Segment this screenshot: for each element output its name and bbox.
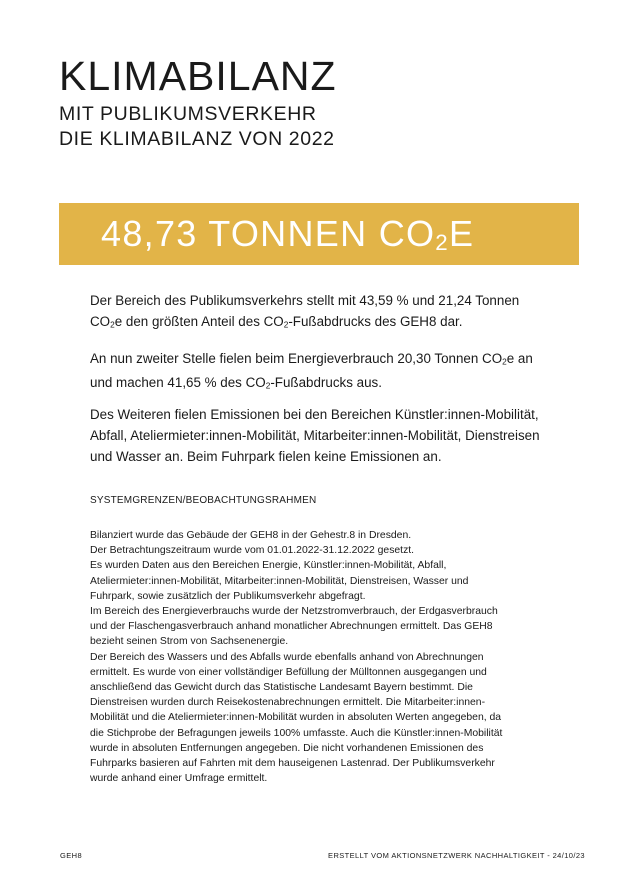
footer-credit: ERSTELLT VOM AKTIONSNETZWERK NACHHALTIGKEIT - 24/10/23 (328, 851, 585, 860)
subtitle-line-1: MIT PUBLIKUMSVERKEHR (59, 103, 317, 125)
paragraph-line: Des Weiteren fielen Emissionen bei den Bereichen Künstler:innen-Mobilität, (90, 407, 539, 422)
page-title: KLIMABILANZ (59, 53, 337, 99)
paragraph-line: Der Bereich des Publikumsverkehrs stellt mit 43,59 % und 21,24 Tonnen (90, 293, 520, 308)
detail-line: Im Bereich des Energieverbrauchs wurde der Netzstromverbrauch, der Erdgasverbrauch (90, 606, 498, 618)
paragraph-line (90, 311, 580, 335)
detail-line: Dienstreisen wurden durch Reisekostenabrechnungen ermittelt. Die Mitarbeiter:innen- (90, 697, 486, 709)
page-subtitle (59, 102, 335, 152)
section-heading: SYSTEMGRENZEN/BEOBACHTUNGSRAHMEN (90, 495, 317, 506)
text-fragment: CO (90, 314, 111, 329)
co2-total-banner (59, 203, 579, 265)
detail-line: bezieht seinen Strom von Sachsenenergie. (90, 636, 289, 648)
text-fragment: -Fußabdrucks aus. (270, 375, 382, 391)
text-fragment: e an (506, 351, 533, 366)
detail-line: wurde anhand einer Umfrage ermittelt. (90, 773, 268, 785)
detail-line: Der Bereich des Wassers und des Abfalls wurde ebenfalls anhand von Abrechnungen (90, 651, 484, 663)
co2-total-value: 48,73 TONNEN CO (101, 213, 436, 254)
detail-line: Mobilität und die Ateliermieter:innen-Mobilität wurden in absoluten Werten angegeben, da (90, 712, 502, 724)
paragraph-line: und Wasser an. Beim Fuhrpark fielen keine Emissionen an. (90, 449, 442, 464)
detail-line: Der Betrachtungszeitraum wurde vom 01.01.2022-31.12.2022 gesetzt. (90, 545, 415, 557)
paragraph-line (90, 348, 580, 372)
paragraph-energieverbrauch (90, 348, 580, 397)
detail-line: die Stichprobe der Befragungen jeweils 100% umfasste. Auch die Künstler:innen-Mobilität (90, 727, 503, 739)
section-body (90, 528, 570, 786)
paragraph-weitere-emissionen (90, 404, 580, 467)
detail-line: anschließend das Gewicht durch das Statistische Landesamt Bayern bestimmt. Die (90, 682, 473, 694)
subscript: 2 (110, 319, 115, 330)
paragraph-line: Abfall, Ateliermieter:innen-Mobilität, Mitarbeiter:innen-Mobilität, Dienstreisen (90, 428, 540, 443)
text-fragment: -Fußabdrucks des GEH8 dar. (288, 314, 463, 329)
detail-line: Fuhrpark, sowie zusätzlich der Publikumsverkehr abgefragt. (90, 590, 366, 602)
paragraph-line (90, 372, 580, 396)
subscript: 2 (283, 319, 289, 330)
co2-total-text (101, 212, 474, 265)
footer-org-name: GEH8 (60, 851, 83, 860)
co2-subscript: 2 (435, 230, 450, 256)
detail-line: Fuhrparks basieren auf Fahrten mit dem hauseigenen Lastenrad. Der Publikumsverkehr (90, 758, 495, 770)
detail-line: Ateliermieter:innen-Mobilität, Mitarbeiter:innen-Mobilität, Dienstreisen, Wasser und (90, 575, 469, 587)
subscript: 2 (502, 356, 507, 367)
detail-line: und der Flaschengasverbrauch anhand monatlicher Abrechnungen ermittelt. Das GEH8 (90, 621, 493, 633)
detail-line: Es wurden Daten aus den Bereichen Energie, Künstler:innen-Mobilität, Abfall, (90, 560, 447, 572)
detail-line: wurde in absoluten Entfernungen angegeben. Die nicht vorhandenen Emissionen des (90, 742, 484, 754)
text-fragment: e den größten Anteil des CO (114, 314, 284, 329)
subtitle-line-2: DIE KLIMABILANZ VON 2022 (59, 128, 335, 150)
text-fragment: An nun zweiter Stelle fielen beim Energieverbrauch 20,30 Tonnen CO (90, 351, 503, 366)
co2-total-suffix: E (449, 213, 475, 254)
detail-line: Bilanziert wurde das Gebäude der GEH8 in der Gehestr.8 in Dresden. (90, 530, 412, 541)
detail-line: ermittelt. Es wurde von einer vollständiger Befüllung der Mülltonnen ausgegangen und (90, 666, 487, 678)
subscript: 2 (265, 380, 271, 391)
text-fragment: und machen 41,65 % des CO (90, 375, 266, 391)
paragraph-publikumsverkehr (90, 290, 580, 335)
